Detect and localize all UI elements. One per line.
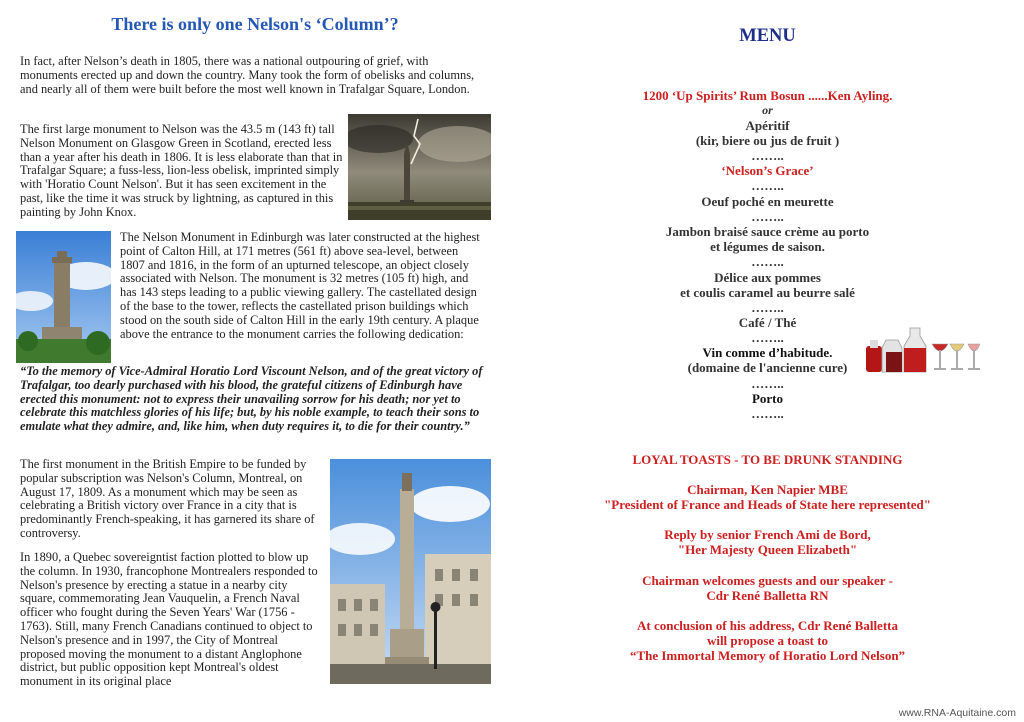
menu-aperitif: Apéritif bbox=[745, 118, 790, 133]
menu-or: or bbox=[762, 103, 773, 117]
menu-separator: …….. bbox=[751, 406, 784, 421]
dedication-quote: “To the memory of Vice-Admiral Horatio Lord Viscount Nelson, and of the great victory of Trafalgar, too dearly purchased with his blood, the grateful citizens of Edinburgh have erected this monument: not to express their unavailing sorrow for his death; nor yet to celebrate this matchless glories of his life; but, by his noble example, to teach their sons to emulate what they admire, and, like him, when duty requires it, to die for their country.” bbox=[20, 364, 483, 434]
toast-chairman: Chairman, Ken Napier MBE bbox=[687, 482, 848, 497]
toast-immortal-memory: “The Immortal Memory of Horatio Lord Nelson” bbox=[629, 648, 906, 663]
article-title: There is only one Nelson's ‘Column’? bbox=[111, 14, 399, 34]
menu-separator: …….. bbox=[751, 330, 784, 345]
glasgow-painting-image bbox=[348, 114, 491, 220]
menu-title: MENU bbox=[739, 26, 796, 46]
menu-separator: …….. bbox=[751, 148, 784, 163]
toast-speaker: Cdr René Balletta RN bbox=[706, 588, 829, 603]
menu-separator: …….. bbox=[751, 300, 784, 315]
menu-aperitif-detail: (kir, biere ou jus de fruit ) bbox=[695, 133, 840, 148]
menu-vin: Vin comme d’habitude. bbox=[702, 345, 833, 360]
edinburgh-paragraph: The Nelson Monument in Edinburgh was later constructed at the highest point of Calton Hill, at 171 metres (561 ft) above sea-level, between 1807 and 1816, in the form of an upturned telescope, an object closely associated with Nelson. The monument is 32 metres (105 ft) high, and has 143 steps leading to a public viewing gallery. The castellated design of the base to the tower, reflects the castellated prison buildings which stood on the south side of Calton Hill in the early 19th century. A plaque above the entrance to the monument carries the following dedication: bbox=[120, 230, 480, 341]
menu-separator: …….. bbox=[751, 178, 784, 193]
menu-dessert-2: et coulis caramel au beurre salé bbox=[680, 285, 855, 300]
menu-jambon: Jambon braisé sauce crème au porto bbox=[665, 224, 870, 239]
menu-jambon-2: et légumes de saison. bbox=[710, 239, 825, 254]
edinburgh-monument-image bbox=[16, 231, 111, 363]
menu-porto: Porto bbox=[751, 391, 784, 406]
toast-reply: Reply by senior French Ami de Bord, bbox=[664, 527, 871, 542]
site-watermark: www.RNA-Aquitaine.com bbox=[898, 707, 1016, 719]
menu-separator: …….. bbox=[751, 254, 784, 269]
menu-separator: …….. bbox=[751, 209, 784, 224]
menu-oeuf: Oeuf poché en meurette bbox=[701, 194, 834, 209]
toast-queen: "Her Majesty Queen Elizabeth" bbox=[677, 542, 858, 557]
menu-dessert: Délice aux pommes bbox=[714, 270, 821, 285]
toast-president: "President of France and Heads of State here represented" bbox=[604, 497, 931, 512]
loyal-toasts-heading: LOYAL TOASTS - TO BE DRUNK STANDING bbox=[632, 452, 903, 467]
menu-rum-line: 1200 ‘Up Spirits’ Rum Bosun ......Ken Ayling. bbox=[642, 88, 893, 103]
toast-propose: will propose a toast to bbox=[706, 633, 829, 648]
montreal-paragraph: The first monument in the British Empire to be funded by popular subscription was Nelson's Column, Montreal, on August 17, 1809. As a monument which may be seen as celebrating a British victory over France in a city that is predominantly French-speaking, it has garnered its share of controversy. bbox=[20, 457, 315, 540]
toast-conclusion: At conclusion of his address, Cdr René Balletta bbox=[637, 618, 898, 633]
menu-separator: …….. bbox=[751, 376, 784, 391]
menu-cafe: Café / Thé bbox=[738, 315, 797, 330]
glasgow-paragraph: The first large monument to Nelson was the 43.5 m (143 ft) tall Nelson Monument on Glasgow Green in Scotland, erected less than a year after his death in 1806. It is less elaborate than that in Trafalgar Square; a fuss-less, lion-less obelisk, imprinted simply with 'Horatio Count Nelson'. But it has seen excitement in the past, like the time it was struck by lightning, as captured in this painting by John Knox. bbox=[20, 122, 343, 219]
wine-glasses-image bbox=[864, 322, 984, 378]
menu-vin-detail: (domaine de l'ancienne cure) bbox=[687, 360, 848, 375]
montreal-column-image bbox=[330, 459, 491, 684]
quebec-paragraph: In 1890, a Quebec sovereigntist faction plotted to blow up the column. In 1930, francophone Montrealers responded to Nelson's presence by erecting a statue in a nearby city square, commemorating Jean Vauquelin, a French Naval officer who fought during the Seven Years' War (1756 - 1763). Still, many French Canadians continued to object to Nelson's presence and in 1997, the City of Montreal proposed moving the monument to a distant Anglophone district, but public opposition kept Montreal's oldest monument in its original place bbox=[20, 550, 318, 689]
menu-nelsons-grace: ‘Nelson’s Grace’ bbox=[721, 163, 814, 178]
toast-welcome: Chairman welcomes guests and our speaker - bbox=[642, 573, 893, 588]
intro-paragraph: In fact, after Nelson’s death in 1805, there was a national outpouring of grief, with monuments erected up and down the country. Many took the form of obelisks and columns, and nearly all of them were built before the most well known in Trafalgar Square, London. bbox=[20, 54, 475, 96]
